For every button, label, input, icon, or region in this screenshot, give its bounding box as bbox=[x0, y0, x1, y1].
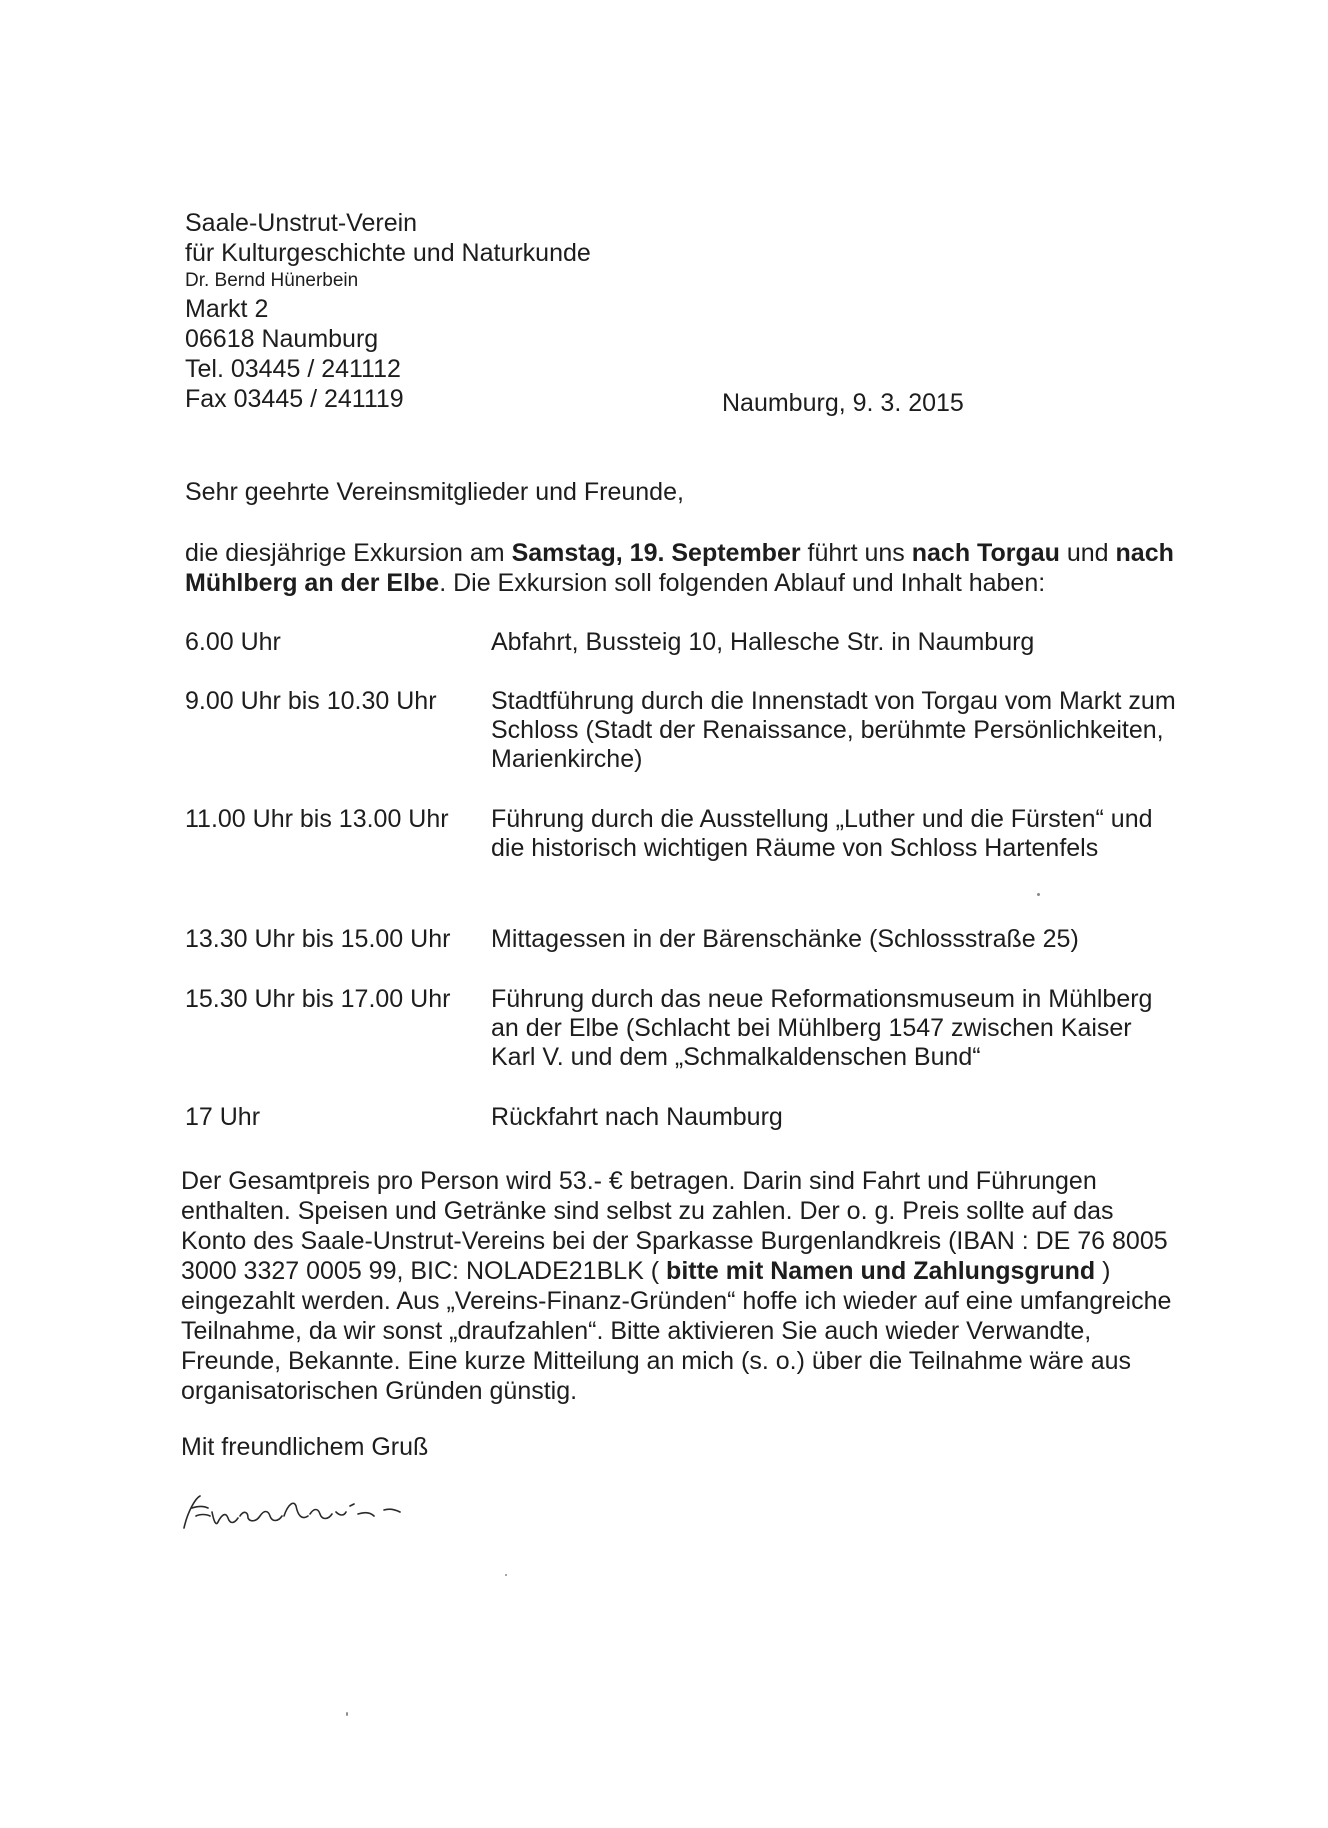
schedule-description: Führung durch die Ausstellung „Luther und die Fürsten“ und die historisch wichtigen Räume von Schloss Hartenfels bbox=[491, 805, 1153, 862]
intro-destination-1-bold: nach Torgau bbox=[911, 539, 1060, 567]
scan-speck bbox=[1037, 893, 1040, 896]
schedule-description: Abfahrt, Bussteig 10, Hallesche Str. in Naumburg bbox=[491, 628, 1035, 656]
body-text-1: Der Gesamtpreis pro Person wird 53.- € betragen. Darin sind Fahrt und Führungen enthalten. Speisen und Getränke sind selbst zu zahlen. Der o. g. Preis sollte auf das Konto des Saale-Unstrut-Vereins bei der Sparkasse Burgenlandkreis (IBAN : DE 76 8005 3000 3327 0005 99, BIC: NOLADE21BLK ( bbox=[181, 1167, 1168, 1285]
schedule-description: Stadtführung durch die Innenstadt von Torgau vom Markt zum Schloss (Stadt der Renaissance, berühmte Persönlichkeiten, Marienkirche) bbox=[491, 687, 1176, 773]
schedule-time: 17 Uhr bbox=[185, 1103, 261, 1131]
schedule-time: 15.30 Uhr bis 17.00 Uhr bbox=[185, 985, 451, 1013]
sender-city: 06618 Naumburg bbox=[185, 325, 379, 353]
body-bold-note: bitte mit Namen und Zahlungsgrund bbox=[666, 1257, 1096, 1285]
intro-date-bold: Samstag, 19. September bbox=[511, 539, 801, 567]
schedule-description: Mittagessen in der Bärenschänke (Schlossstraße 25) bbox=[491, 925, 1079, 953]
place-date: Naumburg, 9. 3. 2015 bbox=[722, 389, 964, 417]
scan-speck bbox=[505, 1574, 507, 1576]
closing-greeting: Mit freundlichem Gruß bbox=[181, 1433, 429, 1461]
intro-paragraph bbox=[185, 538, 1185, 598]
schedule-description: Führung durch das neue Reformationsmuseum in Mühlberg an der Elbe (Schlacht bei Mühlberg 1547 zwischen Kaiser Karl V. und dem „Schmalkaldenschen Bund“ bbox=[491, 985, 1153, 1071]
sender-fax: Fax 03445 / 241119 bbox=[185, 385, 404, 413]
intro-destination-2-bold: nach Mühlberg an der Elbe bbox=[185, 539, 1174, 597]
salutation: Sehr geehrte Vereinsmitglieder und Freunde, bbox=[185, 478, 684, 506]
body-text-2: ) eingezahlt werden. Aus „Vereins-Finanz-Gründen“ hoffe ich wieder auf eine umfangreiche Teilnahme, da wir sonst „draufzahlen“. Bitte aktivieren Sie auch wieder Verwandte, Freunde, Bekannte. Eine kurze Mitteilung an mich (s. o.) über die Teilnahme wäre aus organisatorischen Gründen günstig. bbox=[181, 1257, 1172, 1405]
intro-text-4: . Die Exkursion soll folgenden Ablauf und Inhalt haben: bbox=[439, 569, 1046, 597]
sender-tel: Tel. 03445 / 241112 bbox=[185, 355, 401, 383]
intro-text-1: die diesjährige Exkursion am bbox=[185, 539, 512, 567]
price-payment-paragraph bbox=[181, 1166, 1181, 1406]
schedule-description: Rückfahrt nach Naumburg bbox=[491, 1103, 783, 1131]
sender-street: Markt 2 bbox=[185, 295, 269, 323]
sender-org-line1: Saale-Unstrut-Verein bbox=[185, 209, 418, 237]
handwritten-signature bbox=[178, 1482, 418, 1542]
schedule-time: 11.00 Uhr bis 13.00 Uhr bbox=[185, 805, 449, 833]
sender-person: Dr. Bernd Hünerbein bbox=[185, 270, 359, 291]
schedule-time: 6.00 Uhr bbox=[185, 628, 281, 656]
sender-address-block bbox=[185, 208, 591, 414]
schedule-time: 13.30 Uhr bis 15.00 Uhr bbox=[185, 925, 451, 953]
scan-speck bbox=[346, 1712, 348, 1716]
intro-text-2: führt uns bbox=[800, 539, 912, 567]
sender-org-line2: für Kulturgeschichte und Naturkunde bbox=[185, 239, 591, 267]
intro-text-3: und bbox=[1059, 539, 1116, 567]
schedule-time: 9.00 Uhr bis 10.30 Uhr bbox=[185, 687, 437, 715]
